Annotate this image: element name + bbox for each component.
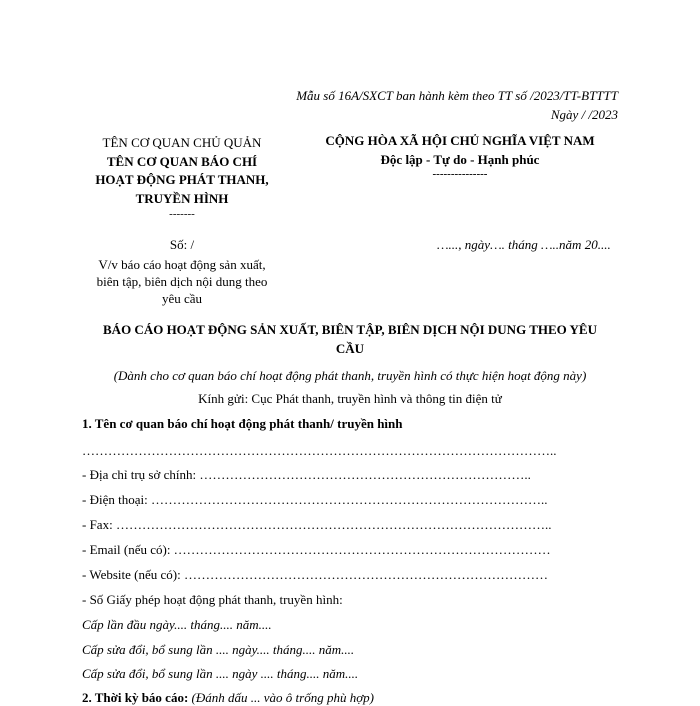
ref-subject-line2: biên tập, biên dịch nội dung theo bbox=[96, 274, 268, 289]
agency-divider: ------- bbox=[169, 208, 195, 220]
license-amend-1: Cấp sửa đổi, bổ sung lần .... ngày.... tháng.... năm.... bbox=[82, 642, 355, 657]
agency-name-line2: HOẠT ĐỘNG PHÁT THANH, bbox=[95, 172, 269, 187]
national-divider: --------------- bbox=[432, 168, 488, 180]
agency-name-line1: TÊN CƠ QUAN BÁO CHÍ bbox=[106, 154, 258, 169]
report-title-line1: BÁO CÁO HOẠT ĐỘNG SẢN XUẤT, BIÊN TẬP, BIÊN DỊCH NỘI DUNG THEO YÊU bbox=[103, 322, 597, 337]
report-recipient: Kính gửi: Cục Phát thanh, truyền hình và thông tin điện tử bbox=[198, 391, 502, 406]
phone-field: - Điện thoại: ……………………………………………………………………………….. bbox=[82, 492, 548, 507]
section1-heading: 1. Tên cơ quan báo chí hoạt động phát thanh/ truyền hình bbox=[82, 416, 403, 431]
website-field: - Website (nếu có): ………………………………………………………………………… bbox=[82, 567, 548, 582]
ref-subject-line3: yêu cầu bbox=[161, 291, 203, 306]
section2-heading bbox=[82, 690, 374, 706]
form-note-line2: Ngày / /2023 bbox=[550, 107, 618, 122]
ref-number: Số: / bbox=[169, 237, 195, 252]
date-line: …..., ngày…. tháng …..năm 20.... bbox=[437, 237, 611, 252]
agency-name-line3: TRUYỀN HÌNH bbox=[135, 191, 229, 206]
national-block bbox=[300, 133, 620, 180]
agency-parent: TÊN CƠ QUAN CHỦ QUẢN bbox=[102, 135, 262, 150]
email-field: - Email (nếu có): …………………………………………………………………………… bbox=[82, 542, 551, 557]
ref-block bbox=[82, 237, 282, 308]
national-motto: Độc lập - Tự do - Hạnh phúc bbox=[380, 152, 540, 167]
report-title-line2: CẦU bbox=[335, 341, 365, 356]
license-heading: - Số Giấy phép hoạt động phát thanh, truyền hình: bbox=[82, 592, 343, 607]
address-field: - Địa chỉ trụ sở chính: ………………………………………………………………….. bbox=[82, 467, 531, 482]
national-title: CỘNG HÒA XÃ HỘI CHỦ NGHĨA VIỆT NAM bbox=[325, 133, 595, 148]
license-amend-2: Cấp sửa đổi, bổ sung lần .... ngày .... tháng.... năm.... bbox=[82, 666, 359, 681]
section2-heading-hint: (Đánh dấu ... vào ô trống phù hợp) bbox=[188, 690, 374, 705]
license-first-issue: Cấp lần đầu ngày.... tháng.... năm.... bbox=[82, 617, 272, 632]
report-scope: (Dành cho cơ quan báo chí hoạt động phát thanh, truyền hình có thực hiện hoạt động này) bbox=[113, 368, 587, 383]
agency-block bbox=[82, 135, 282, 220]
agency-name-field: ……………………………………………………………………………………………….. bbox=[82, 443, 557, 458]
form-note-line1: Mẫu số 16A/SXCT ban hành kèm theo TT số /2023/TT-BTTTT bbox=[296, 88, 618, 103]
fax-field: - Fax: ……………………………………………………………………………………….. bbox=[82, 517, 552, 532]
section2-heading-label: 2. Thời kỳ báo cáo: bbox=[82, 690, 189, 705]
ref-subject-line1: V/v báo cáo hoạt động sản xuất, bbox=[98, 257, 266, 272]
